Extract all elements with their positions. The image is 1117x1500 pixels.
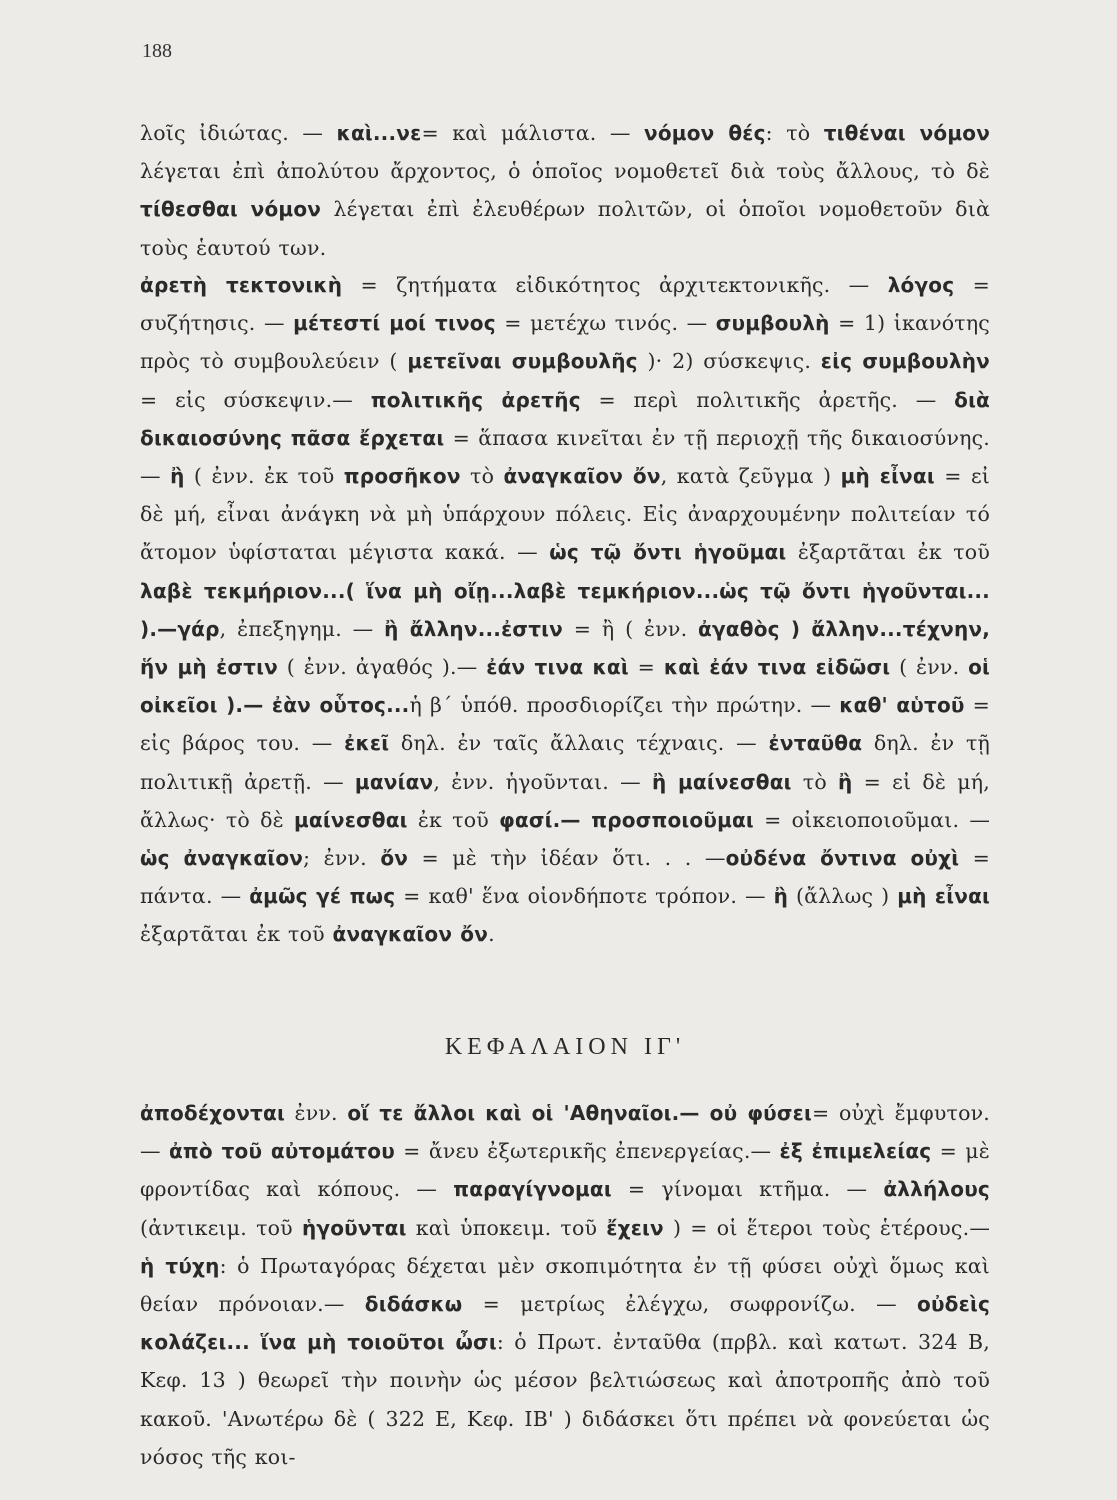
lemma-term: ἐνταῦθα [768, 731, 863, 756]
commentary-text: = καὶ μάλιστα. — [421, 121, 645, 145]
commentary-text: = εἰ δὲ μή, ἄλλως· τὸ δὲ [140, 769, 990, 832]
lemma-term: οὐδένα ὄντινα οὐχὶ [725, 846, 960, 871]
lemma-term: λαβὲ τεκμήριον...( ἵνα μὴ οἴῃ...λαβὲ τεμκήριον...ὡς τῷ ὄντι ἡγοῦνται... ).—γάρ [140, 578, 990, 641]
lemma-term: μέτεστί μοί τινος [293, 311, 496, 336]
commentary-text: = [628, 655, 664, 680]
lemma-term: ὡς τῷ ὄντι ἡγοῦμαι [549, 540, 787, 565]
lemma-term: τίθεσθαι νόμον [140, 197, 322, 222]
commentary-text: = περὶ πολιτικῆς ἀρετῆς. — [580, 387, 955, 412]
commentary-text: = ζητήματα εἰδικότητος ἀρχιτεκτονικῆς. — [342, 273, 888, 297]
commentary-text: . [488, 922, 495, 947]
lemma-term: οὐδεὶς κολάζει... ἵνα μὴ τοιοῦτοι ὦσι [140, 1292, 990, 1355]
lemma-term: οἱ οἰκεῖοι ).— ἐὰν οὗτος... [140, 655, 991, 718]
lemma-term: νόμον θές [644, 121, 766, 145]
commentary-text: : ὁ Πρωταγόρας δέχεται μὲν σκοπιμότητα ἐν τῇ φύσει οὐχὶ ὅμως καὶ θείαν πρόνοιαν.— [140, 1253, 990, 1317]
lemma-term: πολιτικῆς ἀρετῆς [370, 387, 581, 412]
commentary-text: λοῖς ἰδιώτας. — [140, 121, 337, 145]
paragraph-1 [140, 114, 990, 267]
commentary-text: = εἰς σύσκεψιν.— [140, 387, 371, 412]
commentary-text: ἐξαρτᾶται ἐκ τοῦ [786, 540, 990, 565]
lemma-term: ἔχειν [606, 1215, 664, 1240]
page-number: 188 [142, 40, 172, 62]
commentary-text: ( ἐνν. ἀγαθός ).— [277, 655, 487, 680]
lemma-term: διὰ δικαιοσύνης πᾶσα ἔρχεται [140, 387, 990, 450]
commentary-text: τὸ [460, 464, 504, 489]
commentary-text: λέγεται ἐπὶ ἐλευθέρων πολιτῶν, οἱ ὁποῖοι νομοθετοῦν διὰ τοὺς ἑαυτού των. [140, 197, 990, 260]
lemma-term: μὴ εἶναι [897, 884, 991, 909]
commentary-text: : ὁ Πρωτ. ἐνταῦθα (πρβλ. καὶ κατωτ. 324 B, Κεφ. 13 ) θεωρεῖ τὴν ποινὴν ὡς μέσον βελτιώσεως καὶ ἀποτροπῆς ἀπὸ τοῦ κακοῦ. 'Ανωτέρω δὲ ( 322 E, Κεφ. ΙΒ' ) διδάσκει ὅτι πρέπει νὰ φονεύεται ὡς νόσος τῆς κοι- [140, 1330, 990, 1469]
commentary-text: (ἄλλως ) [788, 884, 898, 909]
lemma-term: ἀγαθὸς ) ἄλλην...τέχνην, ἥν μὴ ἐστιν [140, 616, 991, 680]
commentary-text: = συζήτησις. — [140, 273, 990, 336]
lemma-term: τιθέναι νόμον [823, 121, 991, 145]
lemma-term: ἀναγκαῖον ὄν [332, 922, 489, 947]
lemma-term: φασί.— προσποιοῦμαι [499, 807, 754, 832]
commentary-text: = ἄνευ ἐξωτερικῆς ἐπενεργείας.— [394, 1139, 780, 1164]
lemma-term: λόγος [887, 273, 955, 297]
commentary-text: = μὲ φροντίδας καὶ κόπους. — [140, 1139, 990, 1202]
commentary-text: = γίνομαι κτῆμα. — [611, 1177, 884, 1202]
commentary-text: = ἅπασα κινεῖται ἐν τῇ περιοχῇ τῆς δικαιοσύνης. — [140, 425, 990, 489]
paragraph-2 [140, 266, 990, 954]
lemma-term: μὴ εἶναι [840, 464, 935, 489]
commentary-text: )· 2) σύσκεψις. [637, 349, 821, 374]
paragraph-3 [140, 1094, 990, 1476]
commentary-text: , ἐνν. ἡγοῦνται. — [433, 769, 652, 794]
commentary-text: : τὸ [765, 121, 824, 145]
commentary-text: = οὐχὶ ἔμφυτον.— [140, 1101, 990, 1164]
commentary-text: = 1) ἱκανότης πρὸς τὸ συμβουλεύειν ( [140, 311, 990, 374]
commentary-text: = ἢ ( ἐνν. [562, 616, 699, 641]
commentary-text: τὸ [791, 769, 839, 794]
commentary-text: = καθ' ἕνα οἱονδήποτε τρόπον. — [395, 884, 774, 909]
lemma-term: ἀλλήλους [883, 1177, 990, 1202]
lemma-term: ἢ μαίνεσθαι [651, 769, 792, 794]
lemma-term: καθ' αὑτοῦ [839, 693, 965, 718]
commentary-text: ) = οἱ ἕτεροι τοὺς ἑτέρους.— [663, 1215, 991, 1240]
commentary-text: = μετρίως ἐλέγχω, σωφρονίζω. — [462, 1292, 918, 1317]
lemma-term: ἢ [838, 769, 853, 794]
commentary-text: καὶ ὑποκειμ. τοῦ [406, 1215, 607, 1240]
commentary-text: λέγεται ἐπὶ ἀπολύτου ἄρχοντος, ὁ ὁποῖος νομοθετεῖ διὰ τοὺς ἄλλους, τὸ δὲ [140, 159, 990, 184]
lemma-term: μανίαν [354, 769, 434, 794]
lemma-term: παραγίγνομαι [453, 1177, 612, 1202]
commentary-text: ( ἐνν. [890, 655, 969, 680]
lemma-term: ἀποδέχονται [140, 1101, 285, 1125]
commentary-text: = μὲ τὴν ἰδέαν ὅτι. . . — [408, 846, 726, 871]
lemma-term: ἢ ἄλλην...ἐστιν [384, 616, 563, 641]
commentary-text: ( ἐνν. ἐκ τοῦ [184, 464, 344, 489]
lemma-term: εἰς συμβουλὴν [820, 349, 990, 374]
lemma-term: ἡ τύχη [140, 1253, 220, 1278]
commentary-text: ἐνν. [284, 1101, 348, 1125]
lemma-term: ἢ [773, 884, 789, 909]
lemma-term: ἀρετὴ τεκτονικὴ [140, 273, 343, 297]
commentary-text: (ἀντικειμ. τοῦ [140, 1215, 302, 1240]
lemma-term: ἢ [170, 464, 185, 489]
commentary-text: ἐξαρτᾶται ἐκ τοῦ [140, 922, 333, 947]
commentary-text: = οἰκειοποιοῦμαι. — [753, 807, 991, 832]
lemma-term: ἀπὸ τοῦ αὐτομάτου [168, 1139, 395, 1164]
lemma-term: οἵ τε ἄλλοι καὶ οἱ 'Αθηναῖοι.— οὐ φύσει [347, 1101, 812, 1125]
commentary-text: δηλ. ἐν τῇ πολιτικῇ ἀρετῇ. — [140, 731, 991, 794]
commentary-text: , κατὰ ζεῦγμα ) [660, 464, 841, 489]
lemma-term: διδάσκω [364, 1292, 463, 1317]
lemma-term: καὶ ἐάν τινα εἰδῶσι [663, 655, 891, 680]
lemma-term: ἐάν τινα καὶ [486, 655, 629, 680]
commentary-text: = πάντα. — [140, 846, 991, 909]
commentary-text: = μετέχω τινός. — [495, 311, 716, 336]
lemma-term: ἡγοῦνται [301, 1215, 407, 1240]
commentary-text: ἐκ τοῦ [407, 807, 500, 832]
commentary-text: δηλ. ἐν ταῖς ἄλλαις τέχναις. — [389, 731, 769, 756]
lemma-term: προσῆκον [343, 464, 461, 489]
lemma-term: ἐκεῖ [344, 731, 390, 756]
commentary-text: = εἰ δὲ μή, εἶναι ἀνάγκη νὰ μὴ ὑπάρχουν πόλεις. Εἰς ἀναρχουμένην πολιτείαν τό ἄτομον ὑφίσταται μέγιστα κακά. — [140, 464, 991, 565]
lemma-term: μαίνεσθαι [294, 807, 408, 832]
lemma-term: καὶ...νε [336, 121, 422, 145]
lemma-term: συμβουλὴ [715, 311, 830, 336]
lemma-term: μετεῖναι συμβουλῆς [407, 349, 638, 374]
commentary-text: ; ἐνν. [303, 846, 381, 871]
chapter-heading: ΚΕΦΑΛΑΙΟΝ ΙΓ' [444, 1034, 686, 1060]
commentary-text: = εἰς βάρος του. — [140, 693, 990, 756]
lemma-term: ὡς ἀναγκαῖον [140, 846, 304, 871]
commentary-text: ἡ β΄ ὑπόθ. προσδιορίζει τὴν πρώτην. — [409, 693, 840, 718]
commentary-text: , ἐπεξηγημ. — [219, 616, 385, 641]
lemma-term: ἀναγκαῖον ὄν [503, 464, 661, 489]
lemma-term: ἀμῶς γέ πως [249, 884, 396, 909]
lemma-term: ὄν [380, 846, 409, 871]
lemma-term: ἐξ ἐπιμελείας [779, 1139, 932, 1164]
